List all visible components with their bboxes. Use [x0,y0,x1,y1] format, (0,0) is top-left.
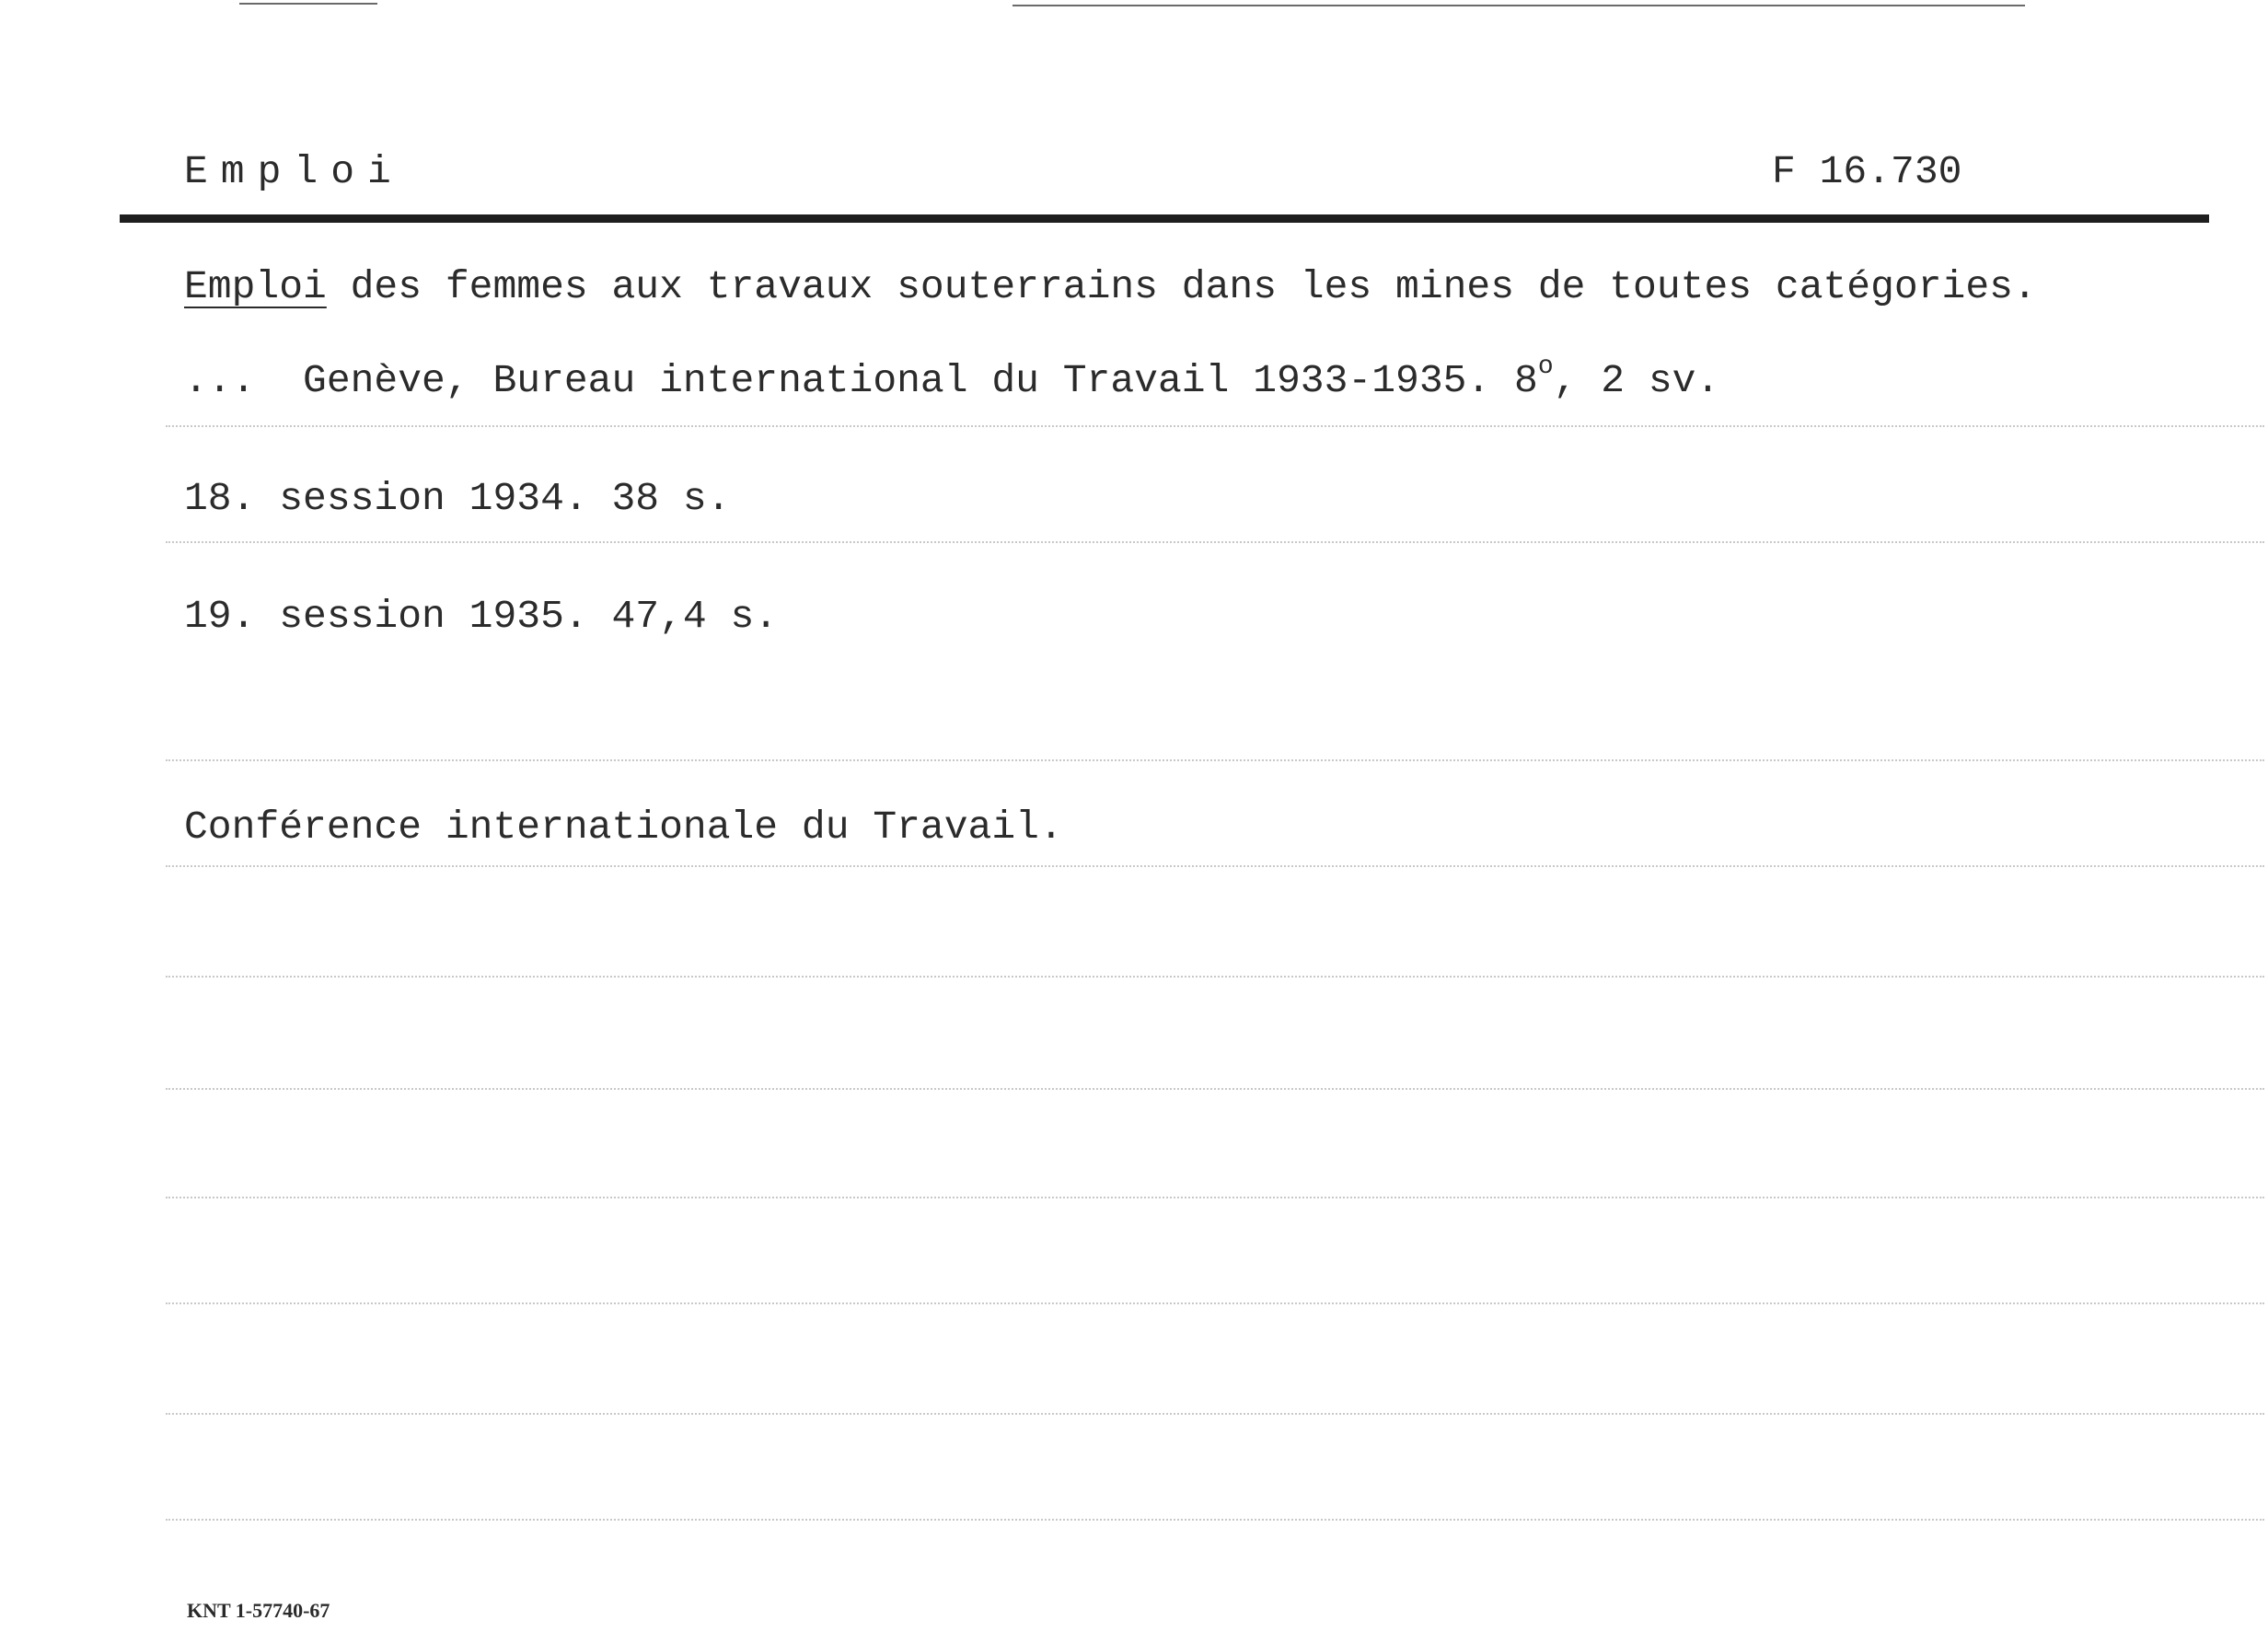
faint-ruling [166,759,2264,761]
scan-edge-line [1012,5,2025,6]
faint-ruling [166,1519,2264,1521]
faint-ruling [166,1088,2264,1090]
title-rest: des femmes aux travaux souterrains dans les mines de toutes catégories. [326,264,2037,309]
series-note: Conférence internationale du Travail. [184,804,1063,850]
faint-ruling [166,541,2264,543]
faint-ruling [166,1413,2264,1415]
imprint-line [184,353,1720,403]
shelf-mark: F 16.730 [1772,149,1962,194]
faint-ruling [166,1197,2264,1198]
scan-edge-mark [239,3,377,5]
title-line [184,264,2037,309]
subject-heading: Emploi [184,149,404,194]
imprint-extent: , 2 sv. [1553,358,1720,403]
faint-ruling [166,865,2264,867]
volume-entry-1: 18. session 1934. 38 s. [184,476,731,521]
card-print-code: KNT 1-57740-67 [187,1599,330,1622]
volume-entry-2: 19. session 1935. 47,4 s. [184,594,779,639]
faint-ruling [166,1302,2264,1304]
faint-ruling [166,425,2264,427]
imprint-superscript: o [1537,353,1554,381]
imprint-text: ... Genève, Bureau international du Travail 1933-1935. 8 [184,358,1538,403]
heading-rule [120,214,2209,223]
title-lead-word: Emploi [184,264,327,309]
faint-ruling [166,976,2264,978]
